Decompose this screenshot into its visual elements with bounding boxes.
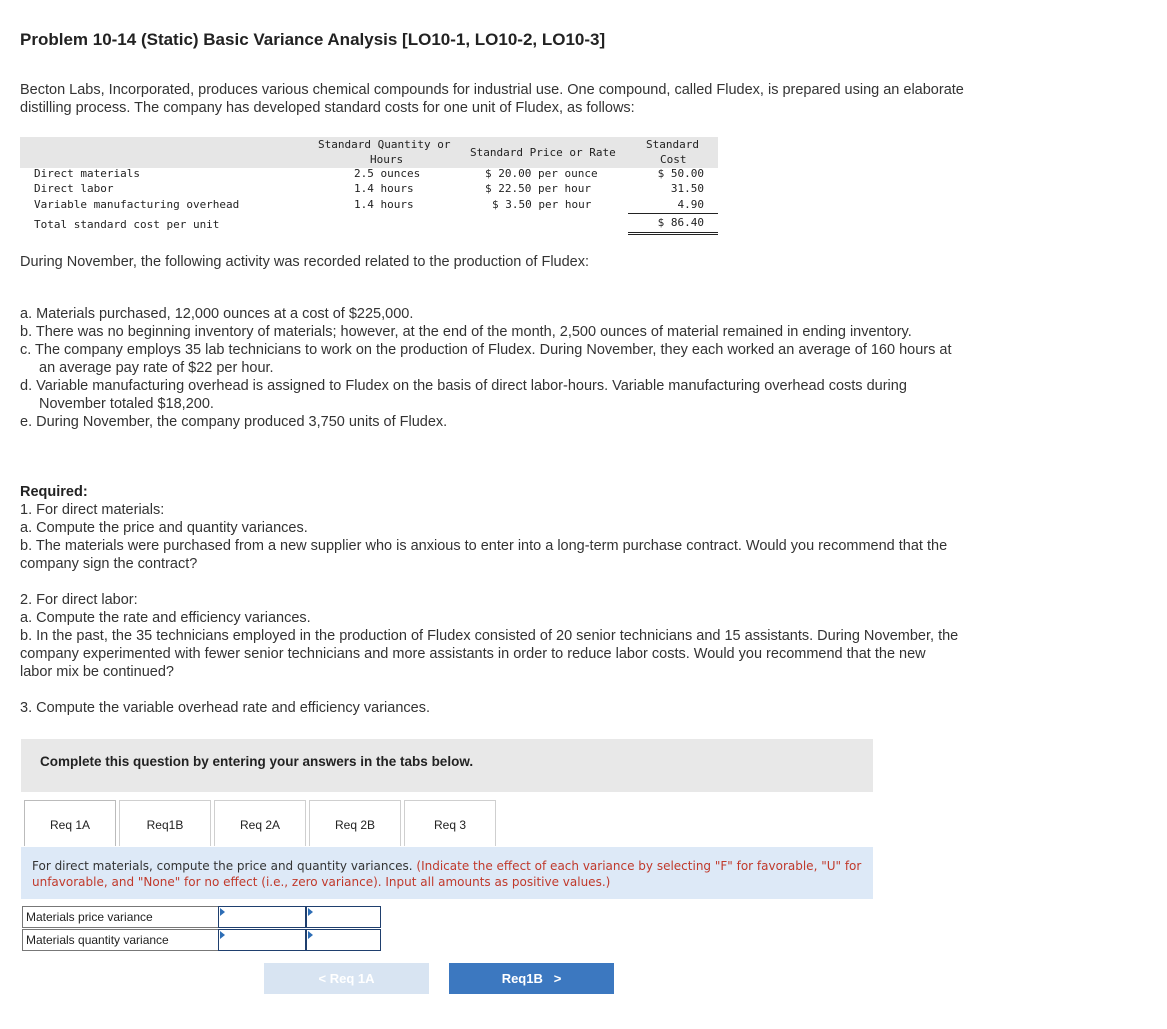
row-cost-labor: 31.50 (670, 182, 704, 195)
row-cost-materials: $ 50.00 (657, 167, 704, 180)
req-2a: a. Compute the rate and efficiency variances. (20, 610, 311, 626)
required-section (20, 483, 960, 717)
next-button-label: Req1B (501, 971, 543, 986)
instruction-main: For direct materials, compute the price and quantity variances. (32, 859, 413, 873)
row-label-overhead: Variable manufacturing overhead (34, 198, 240, 211)
activity-list (20, 305, 960, 431)
tab-req-2a[interactable]: Req 2A (214, 800, 306, 846)
prev-button[interactable] (264, 963, 429, 994)
header-qty-line2: Hours (370, 153, 404, 166)
list-item: e. During November, the company produced 3,750 units of Fludex. (20, 414, 448, 430)
row-price-overhead: $ 3.50 per hour (492, 198, 592, 211)
problem-title: Problem 10-14 (Static) Basic Variance Analysis [LO10-1, LO10-2, LO10-3] (20, 30, 606, 49)
header-cost-line2: Cost (660, 153, 687, 166)
total-value: $ 86.40 (657, 216, 704, 229)
row-price-materials: $ 20.00 per ounce (485, 167, 598, 180)
next-button[interactable] (449, 963, 614, 994)
quantity-variance-effect-select[interactable] (306, 929, 381, 951)
row-label-materials: Direct materials (34, 167, 140, 180)
header-qty-line1: Standard Quantity or (318, 138, 451, 151)
standard-cost-table (20, 133, 720, 237)
row-label-price-variance: Materials price variance (22, 906, 218, 928)
req-1a: a. Compute the price and quantity variances. (20, 520, 308, 536)
cell-marker-icon (220, 908, 225, 916)
req-1: 1. For direct materials: (20, 502, 165, 518)
price-variance-amount-field[interactable] (219, 907, 305, 927)
prev-button-label: Req 1A (329, 971, 375, 986)
table-row (22, 906, 381, 929)
list-item: a. Materials purchased, 12,000 ounces at a cost of $225,000. (20, 306, 414, 322)
price-variance-effect-select[interactable] (306, 906, 381, 928)
header-price: Standard Price or Rate (470, 146, 616, 159)
cell-marker-icon (308, 908, 313, 916)
chevron-right-icon: > (553, 971, 562, 986)
table-row (22, 929, 381, 952)
chevron-left-icon: < (318, 971, 327, 986)
tab-req-1b[interactable]: Req1B (119, 800, 211, 846)
row-label-quantity-variance: Materials quantity variance (22, 929, 218, 951)
cell-marker-icon (308, 931, 313, 939)
row-qty-overhead: 1.4 hours (354, 198, 414, 211)
row-qty-labor: 1.4 hours (354, 182, 414, 195)
during-text: During November, the following activity was recorded related to the production of Fludex: (20, 254, 590, 270)
total-label: Total standard cost per unit (34, 218, 220, 231)
total-rule-1 (628, 232, 718, 233)
list-item: d. Variable manufacturing overhead is assigned to Fludex on the basis of direct labor-hours. Variable manufacturing overhead costs during November totaled $18,200. (20, 378, 907, 412)
row-label-labor: Direct labor (34, 182, 114, 195)
price-variance-amount-input[interactable] (218, 906, 306, 928)
req-1b: b. The materials were purchased from a new supplier who is anxious to enter into a long-term purchase contract. Would you recommend that the company sign the contract? (20, 538, 948, 572)
price-variance-effect-field[interactable] (307, 907, 380, 927)
tab-req-1a[interactable]: Req 1A (24, 800, 116, 846)
row-price-labor: $ 22.50 per hour (485, 182, 591, 195)
instruction-note: (Indicate the effect of each variance by selecting "F" for favorable, "U" for unfavorable, and "None" for no effect (i.e., zero variance). Input all amounts as positive values.) (32, 859, 862, 889)
tab-req-3[interactable]: Req 3 (404, 800, 496, 846)
subtotal-rule (628, 213, 718, 214)
list-item: c. The company employs 35 lab technicians to work on the production of Fludex. During November, they each worked an average of 160 hours at an average pay rate of $22 per hour. (20, 342, 952, 376)
header-cost-line1: Standard (646, 138, 699, 151)
req-2b: b. In the past, the 35 technicians employed in the production of Fludex consisted of 20 senior technicians and 15 assistants. During November, the company experimented with fewer senior technicians and more assistants in order to reduce labor costs. Would you recommend that the new labor mix be continued? (20, 628, 959, 680)
req-3: 3. Compute the variable overhead rate and efficiency variances. (20, 700, 431, 716)
tab-req-2b[interactable]: Req 2B (309, 800, 401, 846)
list-item: b. There was no beginning inventory of materials; however, at the end of the month, 2,500 ounces of material remained in ending inventory. (20, 324, 912, 340)
quantity-variance-effect-field[interactable] (307, 930, 380, 950)
row-cost-overhead: 4.90 (677, 198, 704, 211)
quantity-variance-amount-input[interactable] (218, 929, 306, 951)
complete-prompt-box (21, 739, 873, 792)
quantity-variance-amount-field[interactable] (219, 930, 305, 950)
instruction-box (21, 847, 873, 899)
intro-paragraph: Becton Labs, Incorporated, produces various chemical compounds for industrial use. One compound, called Fludex, is prepared using an elaborate distilling process. The company has developed standard costs for one unit of Fludex, as follows: (20, 82, 964, 116)
req-2: 2. For direct labor: (20, 592, 138, 608)
required-heading: Required: (20, 484, 88, 500)
row-qty-materials: 2.5 ounces (354, 167, 421, 180)
total-rule-2 (628, 234, 718, 235)
complete-prompt: Complete this question by entering your answers in the tabs below. (40, 754, 474, 769)
cell-marker-icon (220, 931, 225, 939)
